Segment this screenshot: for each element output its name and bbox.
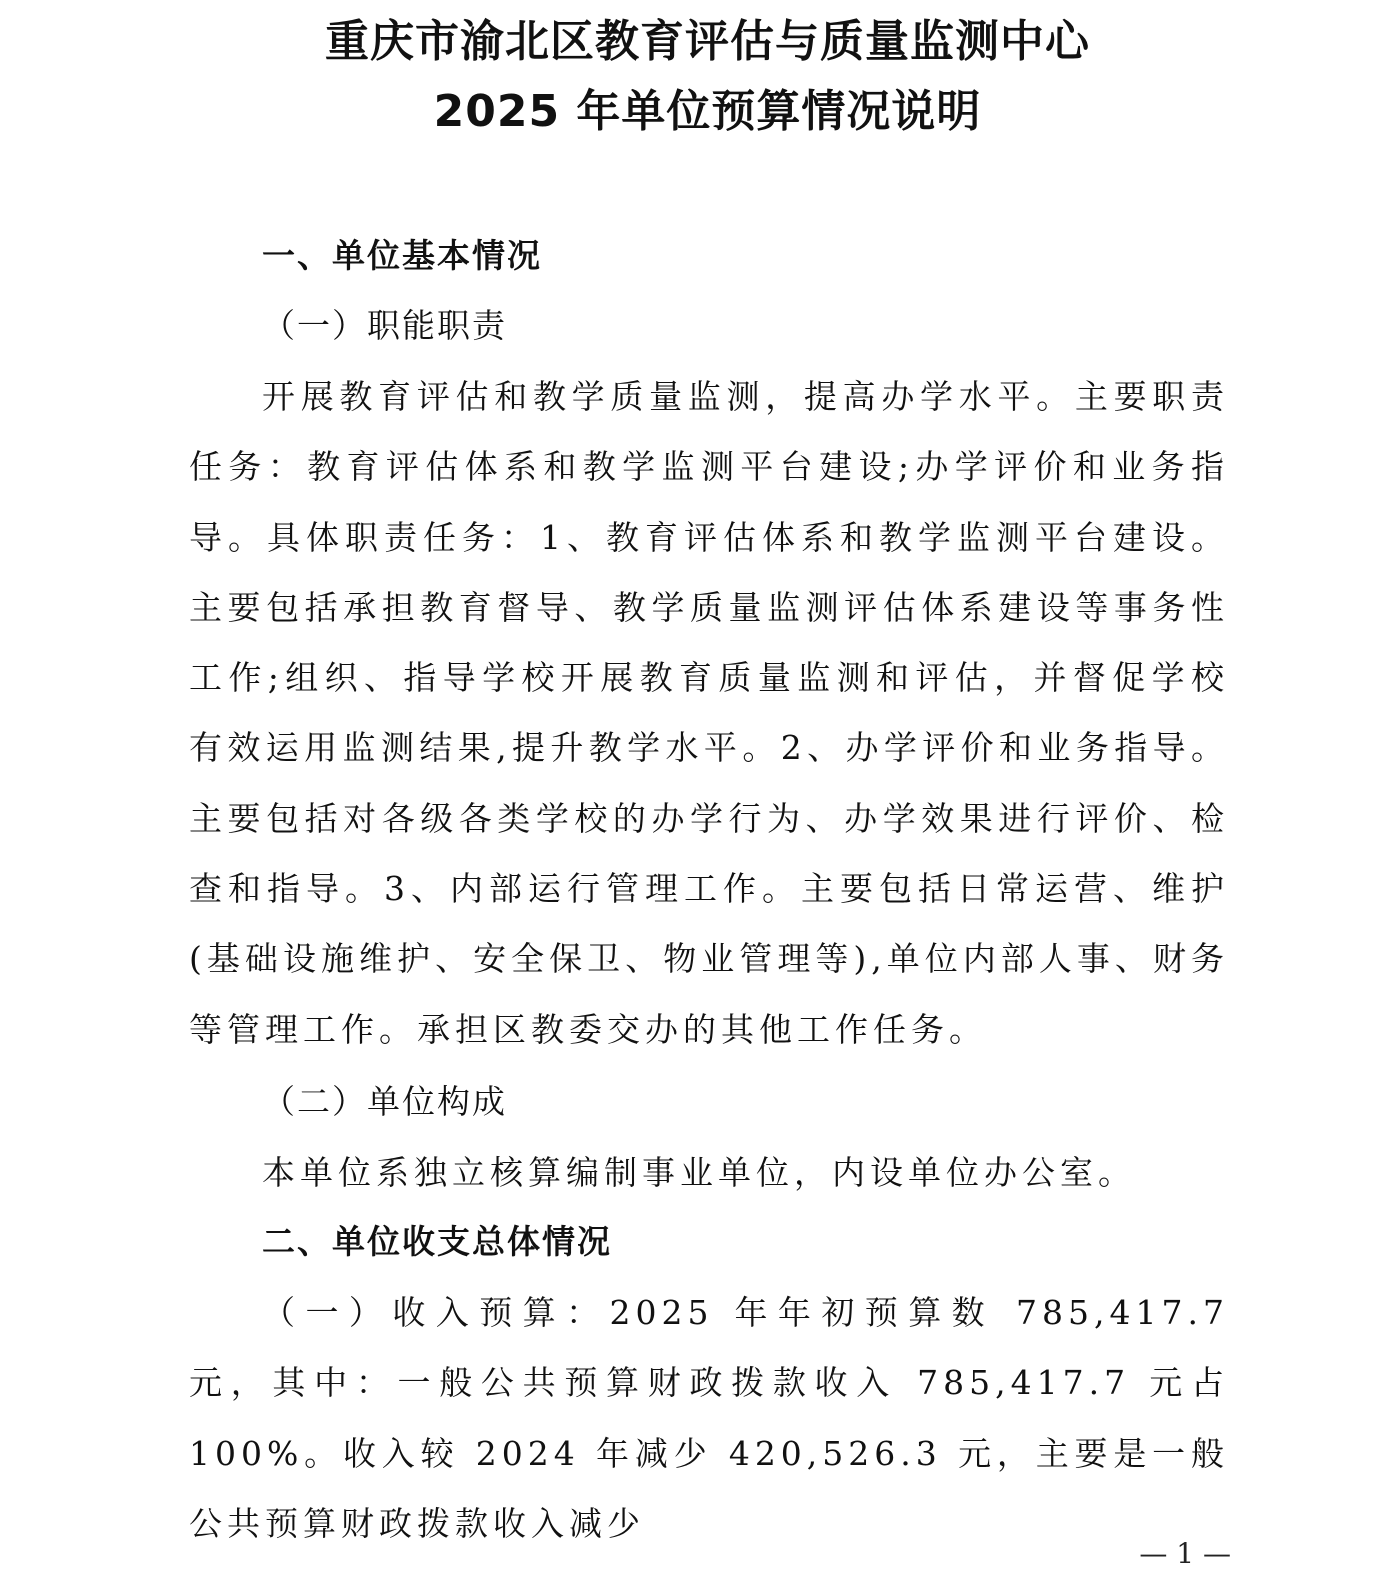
section2-sub1-body: （一）收入预算：2025 年年初预算数 785,417.7 元，其中：一般公共预算财政拨款收入 785,417.7 元占 100%。收入较 2024 年减少 420,526.3 元，主要是一般公共预算财政拨款收入减少 [189, 1293, 1229, 1543]
section1-sub1-heading: （一）职能职责 [262, 306, 507, 345]
document-title-line1: 重庆市渝北区教育评估与质量监测中心 [325, 16, 1090, 67]
section2-heading: 二、单位收支总体情况 [262, 1222, 612, 1261]
page-number: — 1 — [1139, 1537, 1231, 1570]
section1-sub1-body: 开展教育评估和教学质量监测，提高办学水平。主要职责任务：教育评估体系和教学监测平台建设;办学评价和业务指导。具体职责任务：1、教育评估体系和教学监测平台建设。主要包括承担教育督导、教学质量监测评估体系建设等事务性工作;组织、指导学校开展教育质量监测和评估，并督促学校有效运用监测结果,提升教学水平。2、办学评价和业务指导。主要包括对各级各类学校的办学行为、办学效果进行评价、检查和指导。3、内部运行管理工作。主要包括日常运营、维护(基础设施维护、安全保卫、物业管理等),单位内部人事、财务等管理工作。承担区教委交办的其他工作任务。 [189, 377, 1229, 1049]
section1-heading: 一、单位基本情况 [262, 236, 542, 275]
section1-sub2-body: 本单位系独立核算编制事业单位，内设单位办公室。 [262, 1153, 1136, 1192]
section1-sub2-heading: （二）单位构成 [262, 1082, 507, 1121]
document-title-line2: 2025 年单位预算情况说明 [433, 86, 982, 137]
